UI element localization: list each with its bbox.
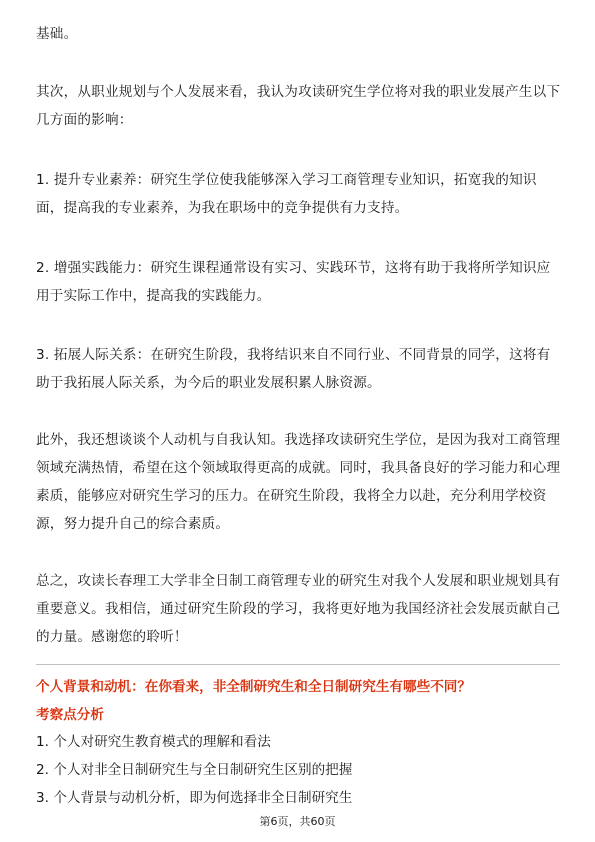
paragraph-point-2: 2. 增强实践能力：研究生课程通常设有实习、实践环节，这将有助于我将所学知识应用于实际工作中，提高我的实践能力。 <box>36 260 551 304</box>
analysis-point-1: 1. 个人对研究生教育模式的理解和看法 <box>36 734 271 750</box>
interview-question: 个人背景和动机：在你看来，非全制研究生和全日制研究生有哪些不同？ <box>36 679 471 695</box>
analysis-title: 考察点分析 <box>36 707 104 723</box>
paragraph-point-3: 3. 拓展人际关系：在研究生阶段，我将结识来自不同行业、不同背景的同学，这将有助于我拓展人际关系，为今后的职业发展积累人脉资源。 <box>36 347 551 391</box>
paragraph-conclusion: 总之，攻读长春理工大学非全日制工商管理专业的研究生对我个人发展和职业规划具有重要意义。我相信，通过研究生阶段的学习，我将更好地为我国经济社会发展贡献自己的力量。感谢您的聆听！ <box>36 573 561 645</box>
section-divider <box>36 664 560 665</box>
analysis-point-2: 2. 个人对非全日制研究生与全日制研究生区别的把握 <box>36 762 353 778</box>
paragraph-continuation: 基础。 <box>36 26 78 42</box>
paragraph-point-1: 1. 提升专业素养：研究生学位使我能够深入学习工商管理专业知识，拓宽我的知识面，提高我的专业素养，为我在职场中的竞争提供有力支持。 <box>36 172 537 216</box>
page-number-footer: 第6页，共60页 <box>259 815 336 828</box>
paragraph-motivation: 此外，我还想谈谈个人动机与自我认知。我选择攻读研究生学位，是因为我对工商管理领域充满热情，希望在这个领域取得更高的成就。同时，我具备良好的学习能力和心理素质，能够应对研究生学习的压力。在研究生阶段，我将全力以赴，充分利用学校资源，努力提升自己的综合素质。 <box>36 432 561 532</box>
paragraph-career-intro: 其次，从职业规划与个人发展来看，我认为攻读研究生学位将对我的职业发展产生以下几方面的影响： <box>36 84 561 128</box>
analysis-point-3: 3. 个人背景与动机分析，即为何选择非全日制研究生 <box>36 790 353 806</box>
